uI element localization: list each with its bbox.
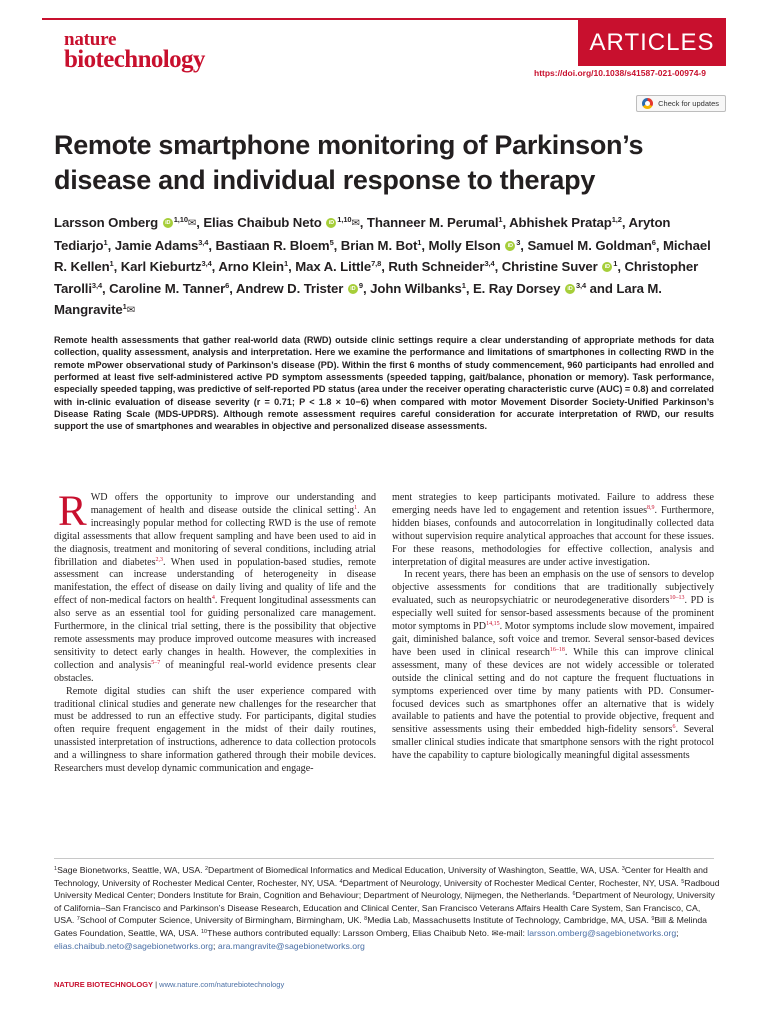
affiliations-divider: [54, 858, 714, 859]
author-affiliation-marker: 1: [122, 302, 127, 311]
intro-paragraph-4: In recent years, there has been an emphasis on the use of sensors to develop objective assessments for conditions that are traditionally subjectively evaluated, such as neuropsychiatric or neurodegenerative disorders$^{10-13}$. PD is especially well suited for sensor-based assessments because of the prominent motor symptoms in PD$^{14,15}$. Motor symptoms include slow movement, impaired gait, diminished balance, soft voice and tremor. Several sensor-based devices have been used in clinical research$^{16-18}$. While this can improve clinical assessment, many of these devices are not widely accessible or tolerated outside the clinical setting and do not capture the frequent fluctuations in symptoms experienced over time by many patients with PD. Consumer-focused devices such as smartphones offer an alternative that is widely available to patients and have the potential to provide objective, frequent and sensitive assessments using their embedded high-fidelity sensors$^6$. Several smaller clinical studies indicate that smartphone sensors with the right protocol have the capability to capture biologically meaningful digital assessments: [392, 569, 714, 762]
author-name[interactable]: Bastiaan R. Bloem: [215, 237, 330, 253]
orcid-icon[interactable]: [163, 218, 173, 228]
citation-ref[interactable]: 1: [354, 504, 358, 511]
author-affiliation-marker: 3,4: [575, 280, 587, 290]
affiliation-number: 3: [621, 866, 625, 872]
author-affiliation-marker: 1,10: [337, 215, 352, 224]
affiliation-number: 1: [54, 866, 58, 872]
email-label: e-mail:: [498, 927, 528, 938]
intro-paragraph-3: ment strategies to keep participants motivated. Failure to address these emerging needs have led to engagement and retention issues$^{8,9}$. Furthermore, hidden biases, confounds and autocorrelation in longitudinally collected data without supervision require analytical approaches that account for these issues. For these reasons, methodologies for effective collection, analysis and interpretation of digital measures are under active investigation.: [392, 492, 714, 568]
affiliation-text: Department of Neurology, University of Rochester Medical Center, Rochester, NY, USA.: [342, 877, 682, 888]
affiliation-text: School of Computer Science, University of Birmingham, Birmingham, UK.: [79, 915, 365, 926]
citation-ref[interactable]: 16–18: [549, 646, 565, 653]
affiliation-text: Department of Neurology, University of California–San Francisco and Parkinson’s Disease Research, Education and Clinical Center, San Francisco Veterans Affairs Health Care System, San Francisco, CA, USA.: [54, 890, 715, 926]
affiliation-number: 5: [681, 878, 685, 885]
author-name[interactable]: Elias Chaibub Neto: [203, 215, 322, 230]
author-name[interactable]: Abhishek Pratap: [509, 215, 612, 230]
author-name[interactable]: Max A. Little: [295, 259, 372, 274]
crossmark-icon: [642, 98, 653, 109]
author-affiliation-marker: 3,4: [201, 259, 212, 268]
affiliation-text: Media Lab, Massachusetts Institute of Technology, Cambridge, MA, USA.: [367, 915, 652, 926]
affiliation-number: 2: [204, 866, 209, 872]
intro-paragraph-1: RWD offers the opportunity to improve our understanding and management of health and disease outside the clinical setting$^1$. An increasingly popular method for collecting RWD is the use of remote digital assessments that allow frequent sampling and have been used to aid in the diagnosis, treatment and monitoring of several conditions, including atrial fibrillation and diabetes$^{2,3}$. When used in population-based studies, remote assessment can increase understanding of heterogeneity in disease manifestation, the effect of disease on daily living and quality of life and the effect of non-medical factors on health$^4$. Frequent longitudinal assessments can also serve as an essential tool for guiding personalized care management. Furthermore, in the clinical trial setting, there is the possibility that objective remote assessments may produce improved outcome measures with increased sensitivity to detect early changes in health. However, the complexities in collection and analysis$^{5-7}$ of meaningful real-world evidence presents clear obstacles.: [54, 488, 377, 684]
abstract: Remote health assessments that gather real-world data (RWD) outside clinic settings require a clear understanding of appropriate methods for data collection, quality assessment, analysis and interpretation. Here we examine the performance and limitations of smartphones in collecting RWD in the remote mPower observational study of Parkinson’s disease (PD). Within the first 6 months of study commencement, 960 participants had enrolled and performed at least five self-administered active PD symptom assessments (speeded tapping, gait/balance, phonation or memory). Task performance, especially speeded tapping, was predictive of self-reported PD status (area under the receiver operating characteristic curve (AUC) = 0.8) and correlated with in-clinic evaluation of disease severity (r = 0.71; P < 1.8 × 10−6) when compared with motor Movement Disorder Society-Unified Parkinson’s Disease Rating Scale (MDS-UPDRS). Although remote assessment requires careful consideration for accurate interpretation of RWD, our results support the use of smartphones and wearables in objective and personalized disease assessments.: [54, 335, 714, 432]
author-affiliation-marker: 9: [358, 280, 363, 290]
author-name[interactable]: Brian M. Bot: [340, 237, 418, 253]
author-affiliation-marker: 6: [225, 280, 230, 290]
affiliation-text: Department of Biomedical Informatics and Medical Education, University of Washington, Seattle, WA, USA.: [208, 865, 622, 875]
author-affiliation-marker: 1,2: [611, 215, 622, 224]
citation-ref[interactable]: 14,15: [486, 621, 500, 628]
author-affiliation-marker: 1: [498, 215, 503, 224]
author-name[interactable]: Karl Kieburtz: [120, 259, 202, 274]
author-affiliation-marker: 1: [613, 259, 618, 268]
author-name[interactable]: Lara M. Mangravite: [54, 280, 662, 317]
orcid-icon[interactable]: [348, 284, 358, 294]
affiliations: $^1$Sage Bionetworks, Seattle, WA, USA. $^2$Department of Biomedical Informatics and Medical Education, University of Washington, Seattle, WA, USA. $^3$Center for Health and Technology, University of Rochester Medical Center, Rochester, NY, USA. $^4$Department of Neurology, University of Rochester Medical Center, Rochester, NY, USA. $^5$Radboud University Medical Center; Donders Institute for Brain, Cognition and Behaviour; Department of Neurology, Nijmegen, the Netherlands. $^6$Department of Neurology, University of California–San Francisco and Parkinson’s Disease Research, Education and Clinical Center, San Francisco Veterans Affairs Health Care System, San Francisco, CA, USA. $^7$School of Computer Science, University of Birmingham, Birmingham, UK. $^8$Media Lab, Massachusetts Institute of Technology, Cambridge, MA, USA. $^9$Bill & Melinda Gates Foundation, Seattle, WA, USA. $^{10}$These authors contributed equally: Larsson Omberg, Elias Chaibub Neto. ✉e-mail: larsson.omberg@sagebionetworks.org; elias.chaibub.neto@sagebionetworks.org; ara.mangravite@sagebionetworks.org: [54, 865, 720, 951]
citation-ref[interactable]: 4: [211, 595, 215, 602]
email-link[interactable]: larsson.omberg@sagebionetworks.org: [527, 927, 677, 938]
affiliation-text: Center for Health and Technology, University of Rochester Medical Center, Rochester, NY, USA.: [54, 865, 708, 888]
citation-ref[interactable]: 6: [672, 724, 676, 731]
footer-separator: |: [153, 980, 160, 989]
author-affiliation-marker: 1: [417, 237, 422, 247]
citation-ref[interactable]: 2,3: [155, 556, 164, 563]
author-name[interactable]: Arno Klein: [218, 259, 284, 274]
footer-journal-name: NATURE BIOTECHNOLOGY: [54, 980, 154, 989]
journal-logo-line2: biotechnology: [64, 46, 205, 73]
orcid-icon[interactable]: [565, 284, 575, 294]
author-affiliation-marker: 3: [516, 237, 521, 247]
orcid-icon[interactable]: [602, 262, 612, 272]
article-title: Remote smartphone monitoring of Parkinson’s disease and individual response to therapy: [54, 130, 644, 195]
journal-logo-line1: nature: [64, 29, 117, 50]
author-affiliation-marker: 5: [329, 237, 334, 247]
affiliation-text: Bill & Melinda Gates Foundation, Seattle, WA, USA.: [54, 915, 708, 938]
author-name[interactable]: Molly Elson: [428, 237, 501, 253]
orcid-icon[interactable]: [326, 218, 336, 228]
page-footer: [54, 980, 284, 989]
intro-paragraph-2: Remote digital studies can shift the user experience compared with traditional clinical studies and generate new challenges for the researcher that must be addressed to run an effective study. For participants, digital studies often require frequent engagement in the midst of their daily routines, unassisted interpretation of instructions, adherence to data collection protocols and a willingness to share information gathered through their mobile devices. Researchers must develop dynamic communication and engage-: [54, 685, 376, 775]
author-name[interactable]: Aryton Tediarjo: [54, 215, 671, 253]
author-affiliation-marker: 6: [651, 237, 656, 247]
author-affiliation-marker: 3,4: [91, 280, 103, 290]
email-icon: ✉: [491, 927, 499, 938]
affiliation-number: 6: [572, 891, 576, 898]
citation-ref[interactable]: 5–7: [151, 659, 161, 666]
author-affiliation-marker: 7,8: [371, 259, 382, 268]
affiliation-number: 4: [339, 878, 343, 885]
author-affiliation-marker: 1: [109, 259, 114, 268]
check-for-updates-label: Check for updates: [658, 99, 719, 108]
body-column-right: [392, 492, 714, 763]
author-affiliation-marker: 3,4: [484, 259, 495, 268]
affiliation-number: 10: [200, 928, 208, 935]
author-affiliation-marker: 1: [461, 280, 466, 290]
author-name[interactable]: John Wilbanks: [370, 280, 462, 296]
author-name[interactable]: Christine Suver: [501, 259, 598, 274]
author-name[interactable]: Christopher Tarolli: [54, 259, 699, 296]
citation-ref[interactable]: 10–13: [669, 595, 685, 602]
author-affiliation-marker: 1,10: [173, 215, 188, 224]
affiliation-text: Sage Bionetworks, Seattle, WA, USA.: [57, 865, 205, 875]
check-for-updates-button[interactable]: [636, 95, 726, 112]
affiliation-number: 9: [651, 916, 655, 923]
author-affiliation-marker: 1: [283, 259, 289, 268]
citation-ref[interactable]: 8,9: [647, 504, 655, 511]
email-icon: ✉: [351, 218, 360, 229]
email-icon: ✉: [187, 218, 197, 229]
author-name[interactable]: Michael R. Kellen: [54, 237, 711, 274]
author-name[interactable]: Andrew D. Trister: [235, 280, 344, 296]
orcid-icon[interactable]: [505, 241, 515, 251]
journal-logo[interactable]: [64, 30, 205, 72]
author-name[interactable]: Samuel M. Goldman: [527, 237, 652, 253]
section-tag: ARTICLES: [578, 20, 726, 66]
drop-cap: R: [58, 488, 87, 535]
author-name[interactable]: Larsson Omberg: [54, 215, 159, 230]
author-name[interactable]: Jamie Adams: [114, 237, 199, 253]
email-icon: ✉: [126, 305, 135, 316]
author-name[interactable]: Caroline M. Tanner: [109, 280, 226, 296]
doi-link[interactable]: https://doi.org/10.1038/s41587-021-00974-9: [534, 68, 706, 78]
email-link[interactable]: ara.mangravite@sagebionetworks.org: [217, 940, 365, 951]
email-link[interactable]: elias.chaibub.neto@sagebionetworks.org: [54, 940, 214, 951]
author-affiliation-marker: 1: [103, 237, 108, 247]
affiliation-number: 7: [76, 916, 80, 923]
affiliation-text: Radboud University Medical Center; Donders Institute for Brain, Cognition and Behaviour; Department of Neurology, Nijmegen, the Netherlands.: [54, 877, 720, 901]
author-name[interactable]: Ruth Schneider: [388, 259, 485, 274]
author-name[interactable]: Thanneer M. Perumal: [366, 215, 499, 230]
affiliation-number: 8: [364, 916, 368, 923]
author-affiliation-marker: 3,4: [198, 237, 209, 247]
footer-url-link[interactable]: www.nature.com/naturebiotechnology: [159, 980, 285, 989]
body-column-left: [54, 488, 377, 776]
affiliation-text: These authors contributed equally: Larsson Omberg, Elias Chaibub Neto.: [207, 927, 492, 938]
author-list: Larsson Omberg iD $^{1,10}$✉, Elias Chaibub Neto iD $^{1,10}$✉, Thanneer M. Perumal$^1$, Abhishek Pratap$^{1,2}$, Aryton Tediarjo$^1$, Jamie Adams$^{3,4}$, Bastiaan R. Bloem$^5$, Brian M. Bot$^1$, Molly Elson iD $^3$, Samuel M. Goldman$^6$, Michael R. Kellen$^1$, Karl Kieburtz$^{3,4}$, Arno Klein$^1$, Max A. Little$^{7,8}$, Ruth Schneider$^{3,4}$, Christine Suver iD $^1$, Christopher Tarolli$^{3,4}$, Caroline M. Tanner$^6$, Andrew D. Trister iD $^9$, John Wilbanks$^1$, E. Ray Dorsey iD $^{3,4}$ and Lara M. Mangravite$^1$✉: [54, 212, 724, 322]
author-name[interactable]: E. Ray Dorsey: [472, 280, 561, 296]
